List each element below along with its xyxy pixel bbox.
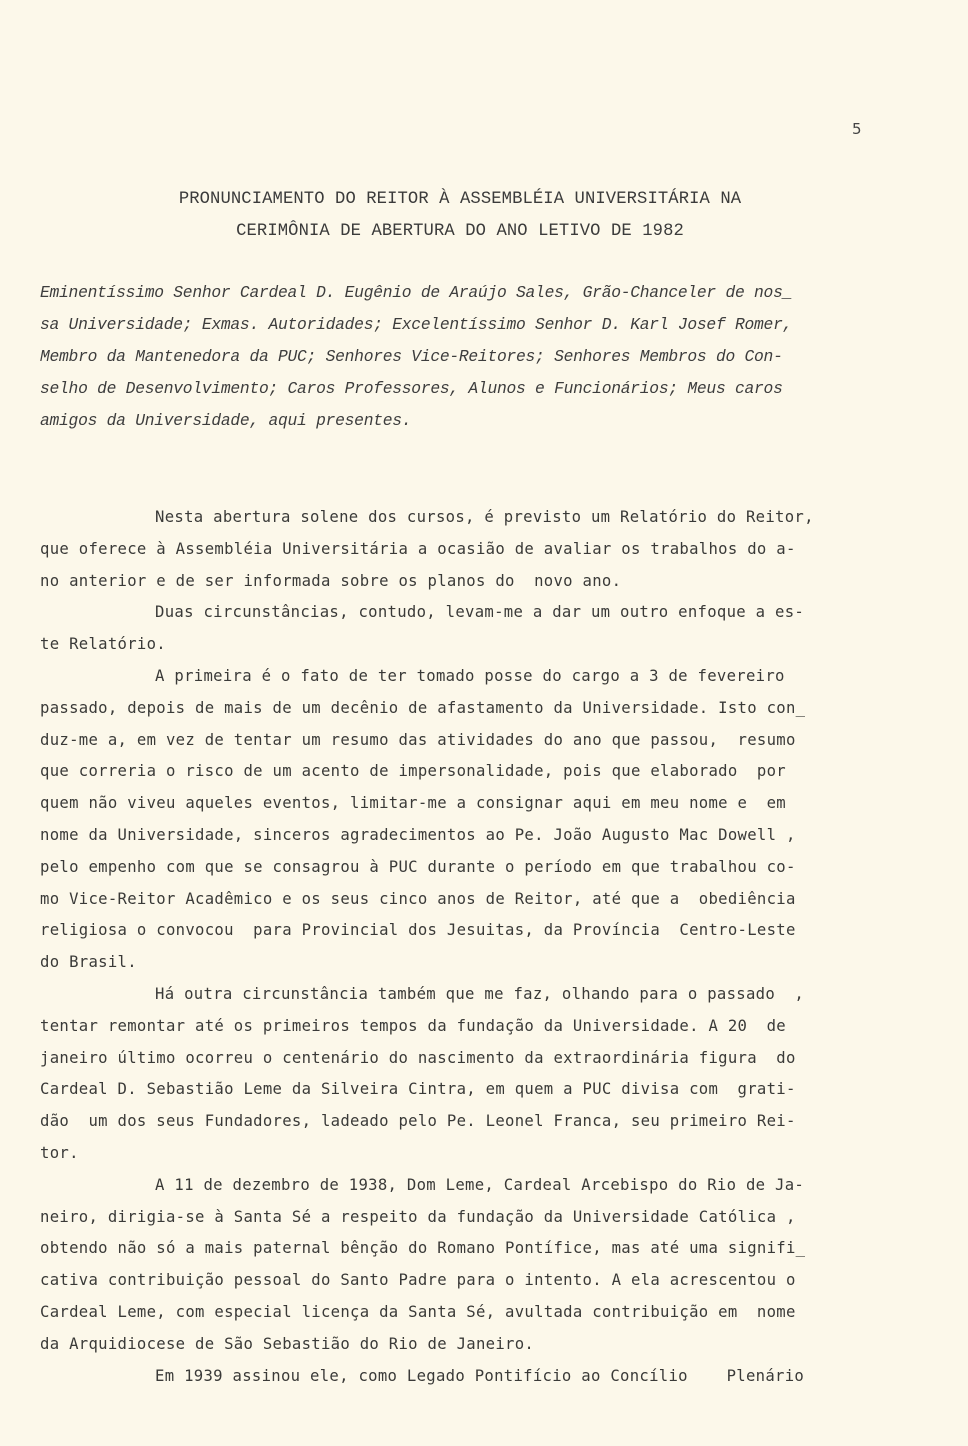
body-line: nome da Universidade, sinceros agradecimentos ao Pe. João Augusto Mac Dowell ,	[40, 825, 796, 844]
body-line: neiro, dirigia-se à Santa Sé a respeito da fundação da Universidade Católica ,	[40, 1207, 796, 1226]
salutation-line: amigos da Universidade, aqui presentes.	[40, 411, 412, 430]
body-line: que oferece à Assembléia Universitária a ocasião de avaliar os trabalhos do a-	[40, 539, 796, 558]
body-line: duz-me a, em vez de tentar um resumo das atividades do ano que passou, resumo	[40, 730, 796, 749]
body-line: religiosa o convocou para Provincial dos Jesuitas, da Província Centro-Leste	[40, 921, 796, 940]
salutation	[40, 277, 870, 437]
body-line: cativa contribuição pessoal do Santo Padre para o intento. A ela acrescentou o	[40, 1271, 796, 1290]
body-line: obtendo não só a mais paternal bênção do Romano Pontífice, mas até uma signifi_	[40, 1239, 806, 1258]
body-line: passado, depois de mais de um decênio de afastamento da Universidade. Isto con_	[40, 698, 806, 717]
salutation-line: selho de Desenvolvimento; Caros Professores, Alunos e Funcionários; Meus caros	[40, 379, 783, 398]
body-line: janeiro último ocorreu o centenário do nascimento da extraordinária figura do	[40, 1048, 796, 1067]
body-line: Em 1939 assinou ele, como Legado Pontifício ao Concílio Plenário	[155, 1366, 805, 1385]
title-line-1: PRONUNCIAMENTO DO REITOR À ASSEMBLÉIA UNIVERSITÁRIA NA	[178, 190, 742, 209]
body-line: Nesta abertura solene dos cursos, é previsto um Relatório do Reitor,	[155, 508, 814, 526]
body-line: Cardeal D. Sebastião Leme da Silveira Cintra, em quem a PUC divisa com grati-	[40, 1080, 796, 1099]
body-line: tentar remontar até os primeiros tempos da fundação da Universidade. A 20 de	[40, 1016, 786, 1035]
title-line-2: CERIMÔNIA DE ABERTURA DO ANO LETIVO DE 1982	[236, 222, 684, 241]
body-line: Cardeal Leme, com especial licença da Santa Sé, avultada contribuição em nome	[40, 1302, 796, 1321]
body-line: do Brasil.	[40, 953, 137, 972]
body-line: da Arquidiocese de São Sebastião do Rio de Janeiro.	[40, 1334, 535, 1353]
body-line: pelo empenho com que se consagrou à PUC durante o período em que trabalhou co-	[40, 857, 796, 876]
body-line: te Relatório.	[40, 635, 166, 654]
body-line: que correria o risco de um acento de impersonalidade, pois que elaborado por	[40, 762, 786, 781]
salutation-line: Membro da Mantenedora da PUC; Senhores Vice-Reitores; Senhores Membros do Con-	[40, 347, 783, 366]
body-line: A primeira é o fato de ter tomado posse do cargo a 3 de fevereiro	[155, 666, 785, 685]
body-line: tor.	[40, 1143, 79, 1162]
body-text	[40, 502, 870, 1392]
body-line: dão um dos seus Fundadores, ladeado pelo Pe. Leonel Franca, seu primeiro Rei-	[40, 1112, 796, 1131]
body-line: mo Vice-Reitor Acadêmico e os seus cinco anos de Reitor, até que a obediência	[40, 889, 796, 908]
body-line: Duas circunstâncias, contudo, levam-me a dar um outro enfoque a es-	[155, 603, 805, 622]
body-line: Há outra circunstância também que me faz, olhando para o passado ,	[155, 984, 805, 1003]
document-title	[60, 184, 860, 248]
body-line: no anterior e de ser informada sobre os planos do novo ano.	[40, 571, 622, 590]
body-line: A 11 de dezembro de 1938, Dom Leme, Cardeal Arcebispo do Rio de Ja-	[155, 1175, 805, 1194]
salutation-line: sa Universidade; Exmas. Autoridades; Excelentíssimo Senhor D. Karl Josef Romer,	[40, 315, 793, 334]
body-line: quem não viveu aqueles eventos, limitar-me a consignar aqui em meu nome e em	[40, 794, 786, 813]
page-number: 5	[852, 120, 862, 138]
salutation-line: Eminentíssimo Senhor Cardeal D. Eugênio de Araújo Sales, Grão-Chanceler de nos_	[40, 283, 793, 302]
